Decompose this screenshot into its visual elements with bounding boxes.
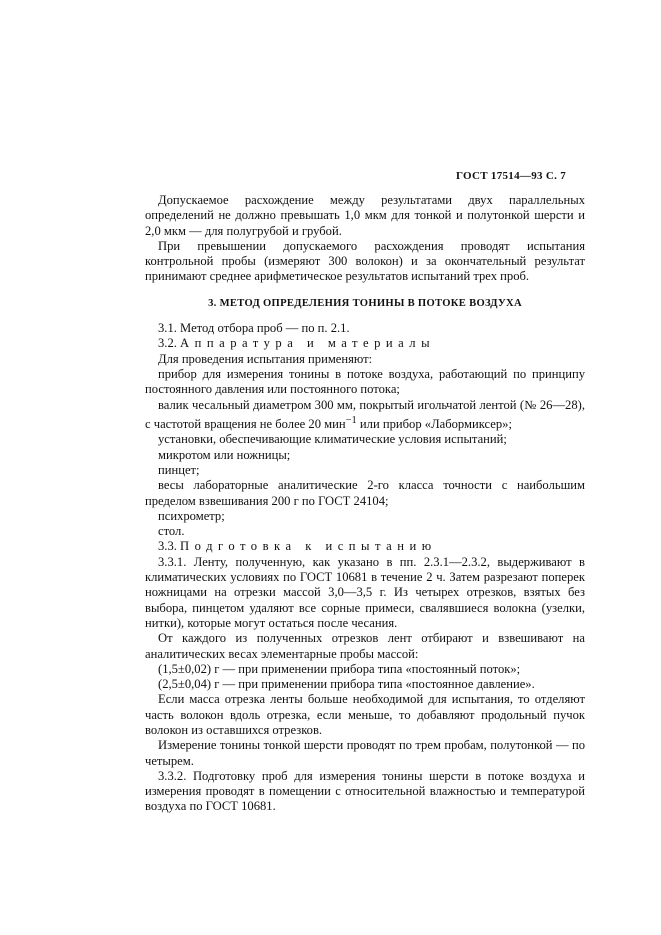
document-body [145,193,585,815]
list-item-roller [145,398,585,433]
clause-3-3-2: 3.3.2. Подготовку проб для измерения тонины шерсти в потоке воздуха и измерения проводят в помещении с относительной влажностью и температурой воздуха по ГОСТ 10681. [145,768,585,814]
clause-3-2-heading [145,336,585,351]
paragraph-discrepancy: Допускаемое расхождение между результатами двух параллельных определений не должно превышать 1,0 мкм для тонкой и полутонкой шерсти и 2,0 мкм — для полугрубой и грубой. [145,193,585,238]
clause-3-2-title: Аппаратура и материалы [180,336,436,351]
roller-text-b: или прибор «Лабормиксер»; [356,417,512,432]
paragraph-control-sample: При превышении допускаемого расхождения проводят испытания контрольной пробы (измеряют 300 волокон) и за окончательный результат принимают среднее арифметическое результатов испытаний трех проб. [145,238,585,284]
roller-superscript: −1 [345,414,357,426]
clause-3-2-number: 3.2. [158,336,177,351]
mass-constant-flow: (1,5±0,02) г — при применении прибора типа «постоянный поток»; [158,661,521,676]
clause-3-3-number: 3.3. [158,539,177,554]
paragraph-sample-weighing: От каждого из полученных отрезков лент отбирают и взвешивают на аналитических весах элементарные пробы массой: [145,631,585,661]
list-item-device: прибор для измерения тонины в потоке воздуха, работающий по принципу постоянного давления или постоянного потока; [145,366,585,397]
paragraph-mass-adjust: Если масса отрезка ленты больше необходимой для испытания, то отделяют часть волокон вдоль отрезка, если меньше, то добавляют продольный пучок волокон из оставшихся отрезков. [145,692,585,737]
list-item-scales: весы лабораторные аналитические 2-го класса точности с наибольшим пределом взвешивания 200 г по ГОСТ 24104; [145,478,585,508]
list-item-microtome: микротом или ножницы; [158,447,291,462]
roller-text-a: валик чесальный диаметром 300 мм, покрытый игольчатой лентой (№ 26—28), с частотой вращения не более 20 мин [145,397,585,432]
clause-3-1: 3.1. Метод отбора проб — по п. 2.1. [158,321,350,336]
paragraph-measure: Измерение тонины тонкой шерсти проводят по трем пробам, полутонкой — по четырем. [145,738,585,768]
list-item-psychrometer: психрометр; [158,508,225,523]
clause-3-3-title: Подготовка к испытанию [180,539,437,554]
clause-3-3-1: 3.3.1. Ленту, полученную, как указано в пп. 2.3.1—2.3.2, выдерживают в климатических условиях по ГОСТ 10681 в течение 2 ч. Затем разрезают поперек ножницами на отрезки массой 3,0—3,5 г. Из четырех отрезков, взятых без выбора, пинцетом удаляют все сорные примеси, свалявшиеся волокна (узелки, нитки), которые могут остаться после чесания. [145,554,585,630]
clause-3-3-heading [145,539,585,554]
clause-3-2-intro: Для проведения испытания применяют: [158,351,373,366]
section-heading: 3. МЕТОД ОПРЕДЕЛЕНИЯ ТОНИНЫ В ПОТОКЕ ВОЗДУХА [208,297,522,309]
list-item-tweezers: пинцет; [158,462,200,477]
running-head: ГОСТ 17514—93 С. 7 [455,170,566,182]
mass-constant-pressure: (2,5±0,04) г — при применении прибора типа «постоянное давление». [158,677,535,692]
list-item-installations: установки, обеспечивающие климатические условия испытаний; [158,432,507,447]
list-item-table: стол. [158,524,185,539]
